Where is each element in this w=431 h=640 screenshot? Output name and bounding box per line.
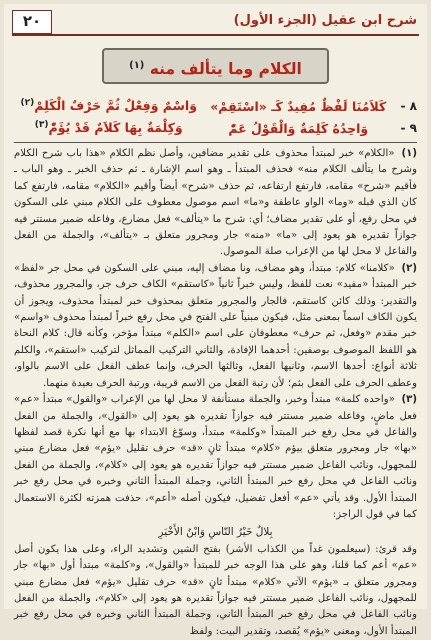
footnote-separator [14, 142, 417, 143]
footnote-text: «الكلام» خبر لمبتدأ محذوف على تقدير مضافين، وأصل نظم الكلام «هذا باب شرح الكلام وشرح ما يتألف الكلام منه» فحذف المبتدأ ـ وهو اسم الإشارة ـ ثم حذف الخبر ـ وهو الباب ـ فأقيم «شرح» مقامه، فارتفع ارتفاعه، ثم حذف «شرح» أيضاً وأقيم «الكلام» مقامه، فارتفع كما كان الذي قبله «وما» الواو عاطفة و«ما» اسم موصول معطوف على الكلام مبني على السكون في محل رفع، أو على تقدير مضاف؛ أي: شرح ما «يتألف» فعل مضارع، وفاعله ضمير مستتر فيه جوازاً تقديره هو يعود إلى «ما» «منه» جار ومجرور متعلق بـ «يتألف»، والجملة من الفعل والفاعل لا محل لها من الإعراب صلة الموصول. [14, 148, 417, 258]
footnote-2 [14, 261, 417, 392]
verse-number: ٩ - [400, 121, 417, 135]
section-heading [102, 48, 329, 84]
footnote-number: (٣) [401, 394, 417, 406]
running-title: شرح ابن عقيل (الجزء الأول) [233, 13, 417, 28]
verse-number: ٨ - [400, 99, 417, 113]
footnote-number: (٢) [401, 262, 417, 274]
quoted-poem-line: بِلالٌ خَيْرُ النّاسِ وَابْنُ الأَخْيَرِ [158, 526, 273, 539]
book-page [4, 4, 427, 637]
verse-second-hemistich-text: وَاسْمٌ وَفِعْلٌ ثُمَّ حَرْفٌ الْكَلِمْ [34, 98, 197, 114]
verse-second-hemistich [14, 120, 204, 135]
verse-second-hemistich-text: وَكِلْمَةٌ بِهَا كَلاَمٌ قَدْ يُؤَمّْ [48, 120, 183, 136]
section-heading-title: الكلام وما يتألف منه [149, 60, 302, 79]
footnote-1 [14, 146, 417, 261]
verse-line-9 [14, 118, 417, 138]
verse-footnote-mark: (٣) [34, 120, 49, 131]
page-number: ٢٠ [12, 10, 52, 34]
page-header [12, 10, 419, 36]
commentary-footnotes [14, 146, 417, 640]
verse-first-hemistich: كَلاَمُنَا لَفْظٌ مُفِيدٌ كَـ «اسْتَقِمْ» [210, 98, 387, 114]
verse-first-hemistich: وَاحِدُهُ كَلِمَةٌ وَالْقَوْلُ عَمّْ [228, 120, 369, 136]
footnote-text: «واحده كلمة» مبتدأ وخبر، والجملة مستأنفة لا محل لها من الإعراب «والقول» مبتدأ «عم» فعل ماضٍ، وفاعله ضمير مستتر فيه جوازاً تقديره هو يعود إلى «القول»، والجملة من الفعل والفاعل في محل رفع خبر المبتدأ «وكلمة» مبتدأ، وسوّغ الابتداء بها مع أنها نكرة قصد لفظها «بها» جار ومجرور متعلق بيؤم «كلام» مبتدأ ثانٍ «قد» حرف تقليل «يؤم» فعل مضارع مبني للمجهول، ونائب الفاعل ضمير مستتر فيه جوازاً تقديره هو يعود إلى «كلام»، والجملة من الفعل ونائب الفاعل في محل رفع خبر المبتدأ الثاني، وجملة المبتدأ الثاني وخبره في محل رفع خبر المبتدأ الأول. وقد يأتي «عم» أفعل تفضيل، فيكون أصله «أعم»، حذفت همزته لكثرة الاستعمال كما في قول الراجز: [14, 394, 417, 520]
verse-footnote-mark: (٢) [20, 98, 35, 109]
footnote-3 [14, 392, 417, 523]
footnote-number: (١) [401, 148, 417, 159]
heading-footnote-mark: (١) [129, 60, 145, 71]
footnote-3-continuation: وقد قرئ: (سيعلمون غداً من الكذاب الأشر) بفتح الشين وتشديد الراء، وعلى هذا يكون أصل «عم» أعم كما قلنا، وهو على هذا الوجه خبر للمبتدأ «والقول»، و«كلمة» مبتدأ أول «بها» جار ومجرور متعلق بـ «يؤم» الآتي «كلام» مبتدأ ثانٍ «قد» حرف تقليل «يؤم» فعل مضارع مبني للمجهول، ونائب الفاعل ضمير مستتر فيه جوازاً تقديره هو يعود إلى «كلام»، والجملة من الفعل ونائب الفاعل في محل رفع خبر المبتدأ الثاني، وجملة المبتدأ الثاني وخبره في محل رفع خبر المبتدأ الأول، ومعنى «يؤم» يُقصد، وتقدير البيت: ولفظ [14, 543, 417, 637]
verse-second-hemistich [14, 98, 204, 113]
footnote-text: «كلامنا» كلام: مبتدأ، وهو مضاف، ونا مضاف إليه، مبني على السكون في محل جر «لفظ» خبر المبتدأ «مفيد» نعت للفظ، وليس خبراً ثانياً «كاستقم» الكاف حرف جر، والمجرور محذوف، والتقدير: وذلك كائن كاستقم، فالجار والمجرور متعلق بمحذوف خبر لمبتدأ محذوف، ويجوز أن يكون الكاف اسماً بمعنى مثل، فيكون مبنياً على الفتح في محل رفع خبراً لمبتدأ محذوف «واسم» خبر مقدم «وفعل، ثم حرف» معطوفان على اسم «الكلم» مبتدأ مؤخر، وكأنه قال: كلام النحاة هو اللفظ الموصوف بوصفين: أحدهما الإفادة، والثاني التركيب المماثل لتركيب «استقم»، والكلم ثلاثة أنواع: أحدها الاسم، وثانيها الفعل، وثالثها الحرف، وإنما عطف الفعل على الاسم بالواو، وعطف الحرف على الفعل بثم؛ لأن رتبة الفعل من الاسم قريبة، ورتبة الحرف بعيدة منهما. [14, 262, 417, 389]
verse-line-8 [14, 96, 417, 116]
